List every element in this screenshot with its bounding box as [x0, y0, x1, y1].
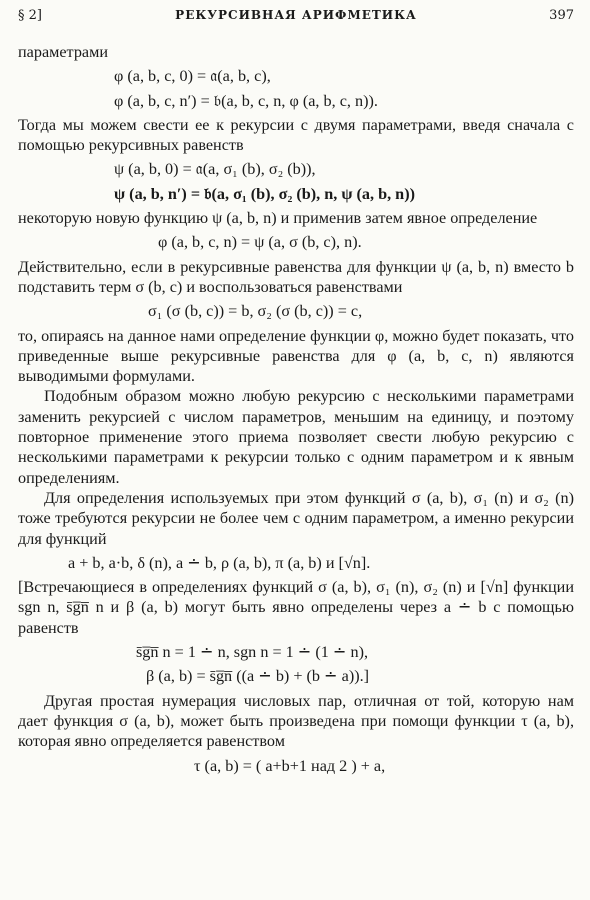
paragraph: некоторую новую функцию ψ (a, b, n) и применив затем явное определение	[18, 209, 538, 228]
page-body	[18, 42, 574, 780]
running-title: РЕКУРСИВНАЯ АРИФМЕТИКА	[175, 8, 417, 22]
formula-line: φ (a, b, c, n′) = 𝔟(a, b, c, n, φ (a, b, c, n)).	[114, 91, 378, 110]
formula-line: s̄g̅n̅ n = 1 ∸ n, sgn n = 1 ∸ (1 ∸ n),	[136, 643, 369, 662]
formula-line: σ₁ (σ (b, c)) = b, σ₂ (σ (b, c)) = c,	[148, 302, 363, 321]
paragraph: Действительно, если в рекурсивные равенства для функции ψ (a, b, n) вместо b подставить терм σ (b, c) и воспользоваться равенствами	[18, 257, 574, 296]
section-number: § 2]	[18, 8, 42, 23]
formula-line: ψ (a, b, 0) = 𝔞(a, σ₁ (b), σ₂ (b)),	[114, 160, 316, 179]
paragraph: Для определения используемых при этом функций σ (a, b), σ₁ (n) и σ₂ (n) тоже требуются рекурсии не более чем с одним параметром, а именно рекурсии для функций	[18, 488, 574, 548]
formula-line: a + b, a·b, δ (n), a ∸ b, ρ (a, b), π (a, b) и [√n].	[68, 553, 371, 572]
paragraph: Тогда мы можем свести ее к рекурсии с двумя параметрами, введя сначала с помощью рекурсивных равенств	[18, 115, 574, 155]
formula-line: ψ (a, b, n′) = 𝔟(a, σ₁ (b), σ₂ (b), n, ψ (a, b, n))	[114, 184, 415, 203]
formula-line: τ (a, b) = ( a+b+1 над 2 ) + a,	[194, 756, 386, 775]
formula-line: φ (a, b, c, 0) = 𝔞(a, b, c),	[114, 67, 271, 86]
page-number: 397	[549, 8, 574, 23]
paragraph: [Встречающиеся в определениях функций σ (a, b), σ₁ (n), σ₂ (n) и [√n] функции sgn n, s̄g̅n̅ n и β (a, b) могут быть явно определены через a ∸ b с помощью равенств	[18, 578, 574, 637]
paragraph: то, опираясь на данное нами определение функции φ, можно будет показать, что приведенные выше рекурсивные равенства для φ (a, b, c, n) являются выводимыми формулами.	[18, 326, 574, 386]
formula-line: β (a, b) = s̄g̅n̅ ((a ∸ b) + (b ∸ a)).]	[146, 667, 370, 686]
paragraph: Другая простая нумерация числовых пар, отличная от той, которую нам дает функция σ (a, b), может быть произведена при помощи функции τ (a, b), которая явно определяется равенством	[18, 691, 574, 751]
formula-line: φ (a, b, c, n) = ψ (a, σ (b, c), n).	[158, 233, 362, 252]
paragraph: параметрами	[18, 43, 109, 61]
paragraph: Подобным образом можно любую рекурсию с несколькими параметрами заменить рекурсией с числом параметров, меньшим на единицу, и поэтому повторное применение этого приема позволяет свести любую рекурсию с несколькими параметрами к рекурсии только с одним параметром и к явным определениям.	[18, 387, 574, 487]
running-header	[18, 6, 574, 28]
